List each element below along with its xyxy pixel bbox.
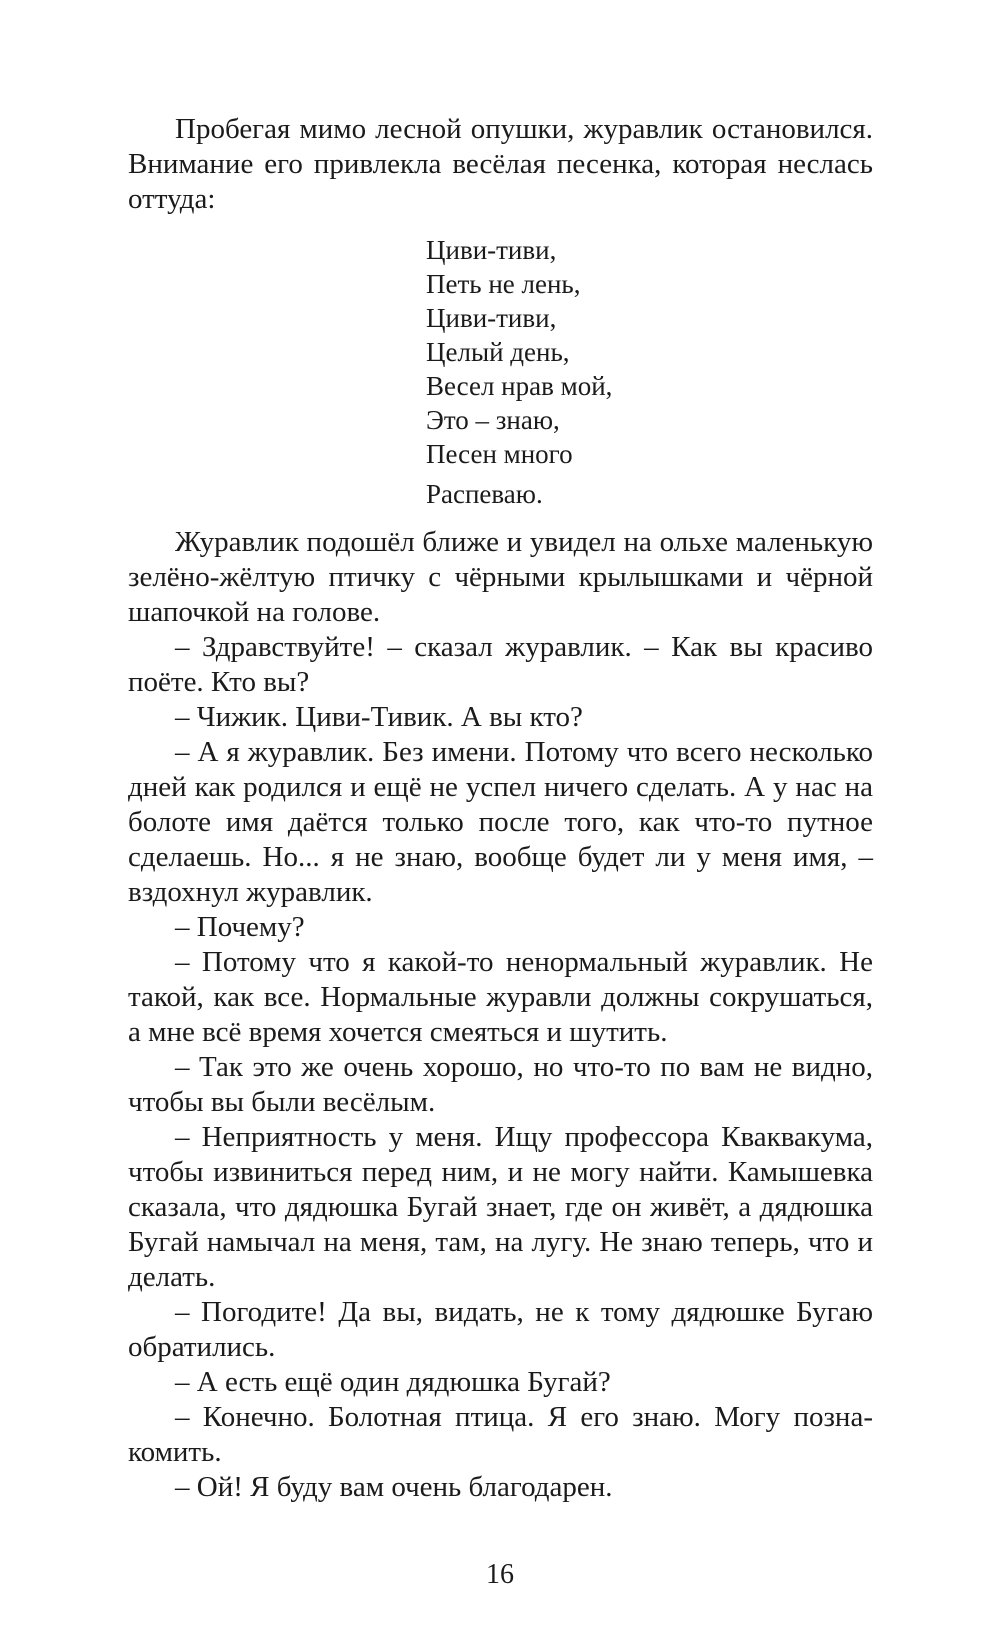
narrative-paragraph: Журавлик подошёл ближе и увидел на ольхе маленькую зелёно-жёлтую птичку с чёрными крылышками и чёрной шапочкой на голове. xyxy=(128,526,873,628)
verse-line: Это – знаю, xyxy=(426,405,560,435)
dialogue-line: – Почему? xyxy=(175,911,305,943)
verse-line: Петь не лень, xyxy=(426,269,581,299)
intro-paragraph: Пробегая мимо лесной опушки, журавлик остановился. Внимание его привлекла весёлая песенка, которая неслась оттуда: xyxy=(128,113,873,215)
verse-line: Циви-тиви, xyxy=(426,235,557,265)
dialogue-line: – Так это же очень хорошо, но что-то по вам не видно, чтобы вы были весёлым. xyxy=(128,1051,873,1118)
dialogue-line: – А есть ещё один дядюшка Бугай? xyxy=(175,1366,611,1398)
dialogue-line: – Ой! Я буду вам очень благодарен. xyxy=(175,1471,613,1503)
song-verse xyxy=(426,233,873,511)
verse-line: Весел нрав мой, xyxy=(426,371,613,401)
verse-line: Целый день, xyxy=(426,337,570,367)
dialogue-line: – Здравствуйте! – сказал журавлик. – Как вы красиво поёте. Кто вы? xyxy=(128,631,873,698)
dialogue-line: – Неприятность у меня. Ищу профессора Кваквакума, чтобы извиниться перед ним, и не могу найти. Камышевка сказала, что дядюшка Бугай знает, где он живёт, а дядюшка Бугай намычал на меня, там, на лугу. Не знаю теперь, что и делать. xyxy=(128,1121,873,1293)
book-page-text xyxy=(128,112,873,1505)
verse-line: Циви-тиви, xyxy=(426,303,557,333)
dialogue-line: – А я журавлик. Без имени. Потому что всего несколько дней как родился и ещё не успел ничего сделать. А у нас на болоте имя даётся только после того, как что-то путное сделаешь. Но... я не знаю, вообще будет ли у меня имя, – вздохнул журавлик. xyxy=(128,736,873,908)
dialogue-line: – Чижик. Циви-Тивик. А вы кто? xyxy=(175,701,583,733)
dialogue-line: – Погодите! Да вы, видать, не к тому дядюшке Бугаю обратились. xyxy=(128,1296,873,1363)
dialogue-line: – Потому что я какой-то ненормальный журавлик. Не такой, как все. Нормальные журавли должны сокрушаться, а мне всё время хочется смеяться и шутить. xyxy=(128,946,873,1048)
page-number: 16 xyxy=(486,1559,514,1590)
verse-line: Песен много xyxy=(426,439,573,469)
verse-line: Распеваю. xyxy=(426,479,543,509)
dialogue-line: – Конечно. Болотная птица. Я его знаю. Могу познакомить. xyxy=(128,1401,873,1468)
